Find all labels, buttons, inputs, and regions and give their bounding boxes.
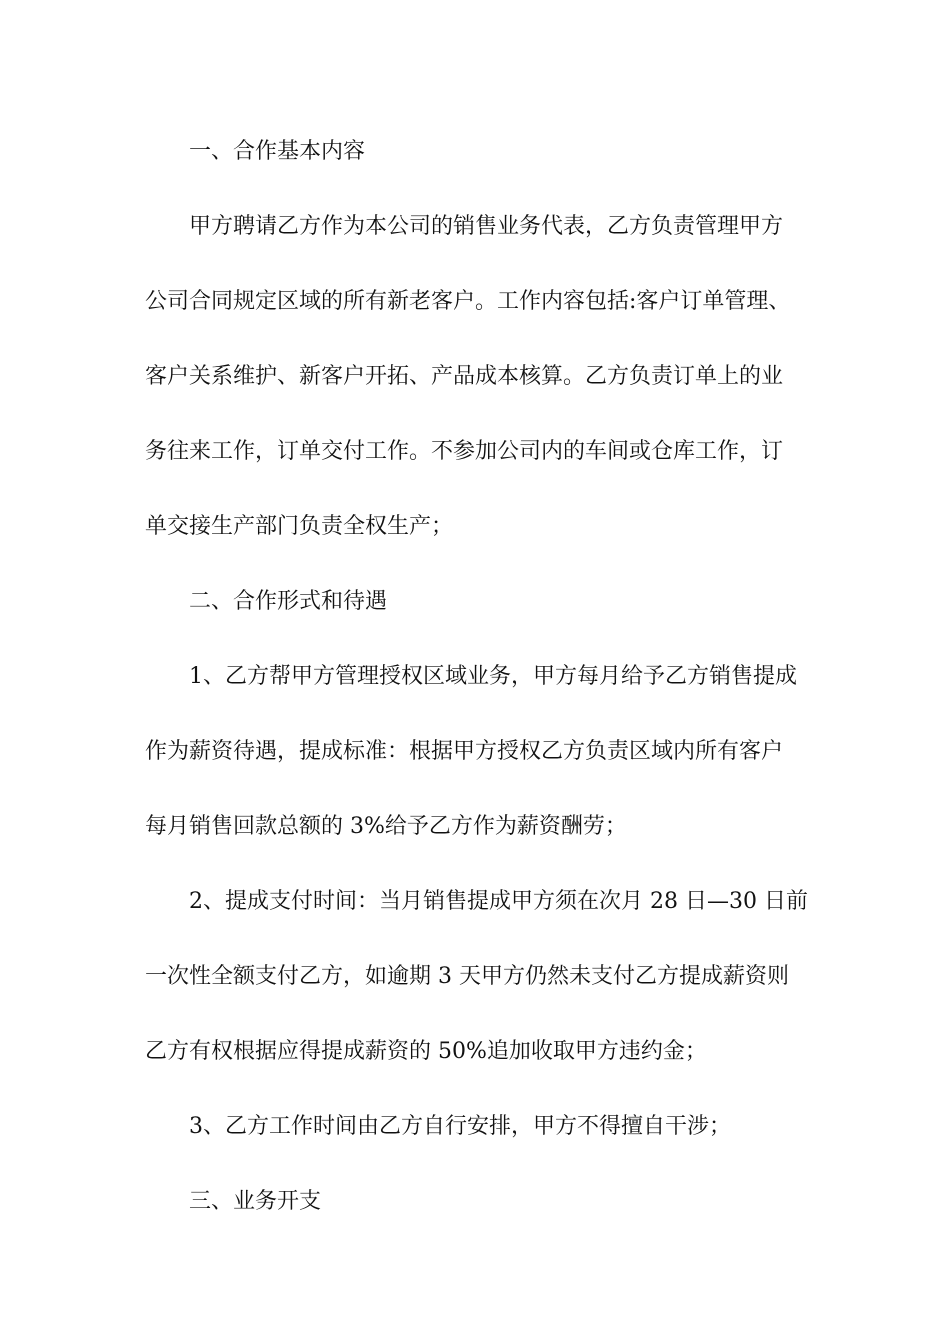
paragraph-line: 务往来工作，订单交付工作。不参加公司内的车间或仓库工作，订 [145, 439, 784, 464]
paragraph-line: 1、乙方帮甲方管理授权区域业务，甲方每月给予乙方销售提成 [189, 664, 797, 689]
paragraph-line: 每月销售回款总额的 3%给予乙方作为薪资酬劳； [145, 814, 627, 839]
paragraph-line: 乙方有权根据应得提成薪资的 50%追加收取甲方违约金； [145, 1039, 707, 1064]
paragraph-line: 甲方聘请乙方作为本公司的销售业务代表，乙方负责管理甲方 [189, 214, 784, 239]
paragraph-line: 公司合同规定区域的所有新老客户。工作内容包括:客户订单管理、 [145, 289, 791, 314]
section-heading-1: 一、合作基本内容 [189, 139, 366, 164]
paragraph-line: 一次性全额支付乙方，如逾期 3 天甲方仍然未支付乙方提成薪资则 [145, 964, 789, 989]
paragraph-line: 作为薪资待遇，提成标准：根据甲方授权乙方负责区域内所有客户 [145, 739, 784, 764]
paragraph-line: 单交接生产部门负责全权生产； [145, 514, 454, 539]
paragraph-line: 客户关系维护、新客户开拓、产品成本核算。乙方负责订单上的业 [145, 364, 784, 389]
paragraph-line: 2、提成支付时间：当月销售提成甲方须在次月 28 日—30 日前 [189, 889, 808, 914]
section-heading-3: 三、业务开支 [189, 1189, 322, 1214]
paragraph-line: 3、乙方工作时间由乙方自行安排，甲方不得擅自干涉； [189, 1114, 731, 1139]
section-heading-2: 二、合作形式和待遇 [189, 589, 388, 614]
